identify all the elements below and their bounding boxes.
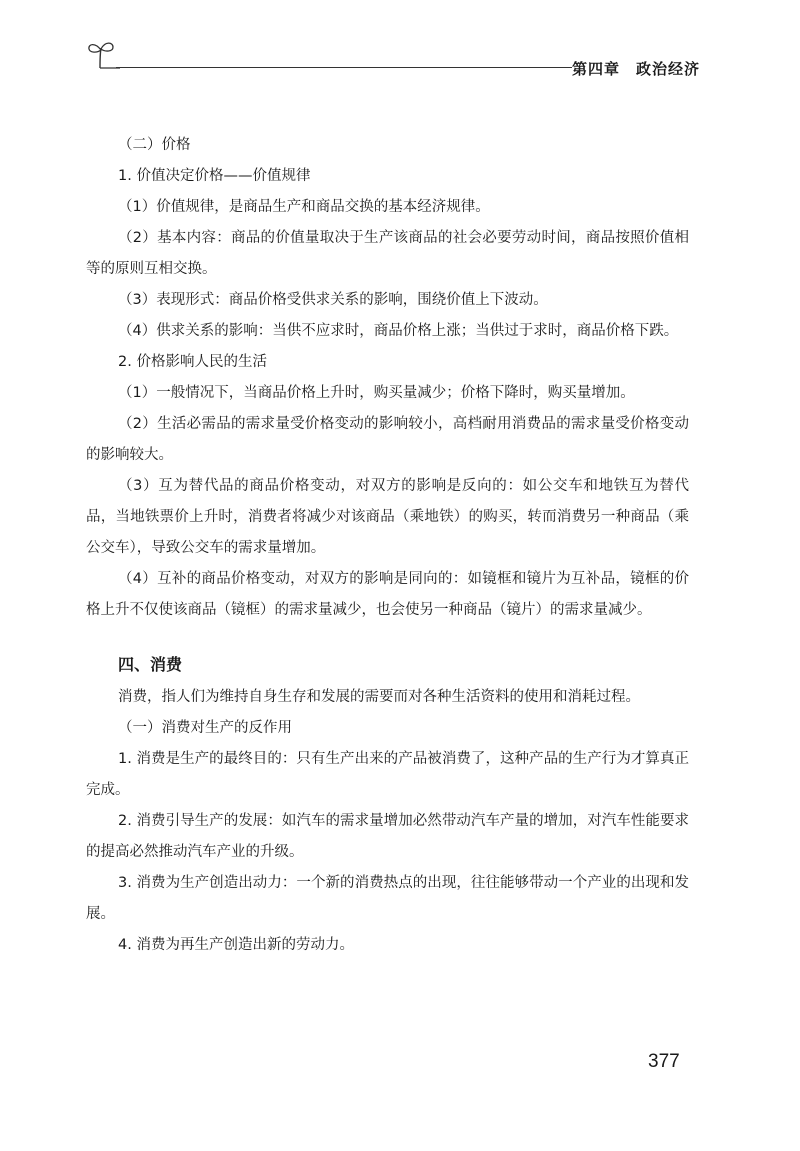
section-heading-consumption: 四、消费	[118, 655, 183, 674]
list-item: （4）互补的商品价格变动，对双方的影响是同向的：如镜框和镜片为互补品，镜框的价格上升不仅使该商品（镜框）的需求量减少，也会使另一种商品（镜片）的需求量减少。	[86, 571, 689, 618]
chapter-title: 第四章 政治经济	[571, 60, 700, 78]
subsection-title: 2. 价格影响人民的生活	[118, 354, 267, 370]
running-header	[86, 38, 700, 78]
page-body	[86, 130, 689, 961]
subsection-title: 1. 价值决定价格——价值规律	[118, 168, 311, 184]
sprout-icon	[86, 38, 120, 74]
subsection-title: （一）消费对生产的反作用	[118, 720, 292, 736]
list-item: 1. 消费是生产的最终目的：只有生产出来的产品被消费了，这种产品的生产行为才算真正完成。	[86, 751, 689, 798]
list-item: 4. 消费为再生产创造出新的劳动力。	[118, 937, 354, 953]
definition-paragraph: 消费，指人们为维持自身生存和发展的需要而对各种生活资料的使用和消耗过程。	[118, 689, 640, 705]
list-item: （1）价值规律，是商品生产和商品交换的基本经济规律。	[118, 199, 490, 215]
list-item: （2）基本内容：商品的价值量取决于生产该商品的社会必要劳动时间，商品按照价值相等的原则互相交换。	[86, 230, 689, 277]
list-item: （2）生活必需品的需求量受价格变动的影响较小，高档耐用消费品的需求量受价格变动的影响较大。	[86, 416, 689, 463]
list-item: 2. 消费引导生产的发展：如汽车的需求量增加必然带动汽车产量的增加，对汽车性能要求的提高必然推动汽车产业的升级。	[86, 813, 689, 860]
list-item: （3）互为替代品的商品价格变动，对双方的影响是反向的：如公交车和地铁互为替代品，当地铁票价上升时，消费者将减少对该商品（乘地铁）的购买，转而消费另一种商品（乘公交车），导致公交车的需求量增加。	[86, 478, 689, 556]
list-item: （1）一般情况下，当商品价格上升时，购买量减少；价格下降时，购买量增加。	[118, 385, 635, 401]
list-item: （3）表现形式：商品价格受供求关系的影响，围绕价值上下波动。	[118, 292, 548, 308]
page-number: 377	[648, 1051, 680, 1072]
list-item: 3. 消费为生产创造出动力：一个新的消费热点的出现，往往能够带动一个产业的出现和发展。	[86, 875, 689, 922]
section-heading-price: （二）价格	[118, 137, 191, 153]
list-item: （4）供求关系的影响：当供不应求时，商品价格上涨；当供过于求时，商品价格下跌。	[118, 323, 679, 339]
header-rule	[116, 67, 572, 68]
